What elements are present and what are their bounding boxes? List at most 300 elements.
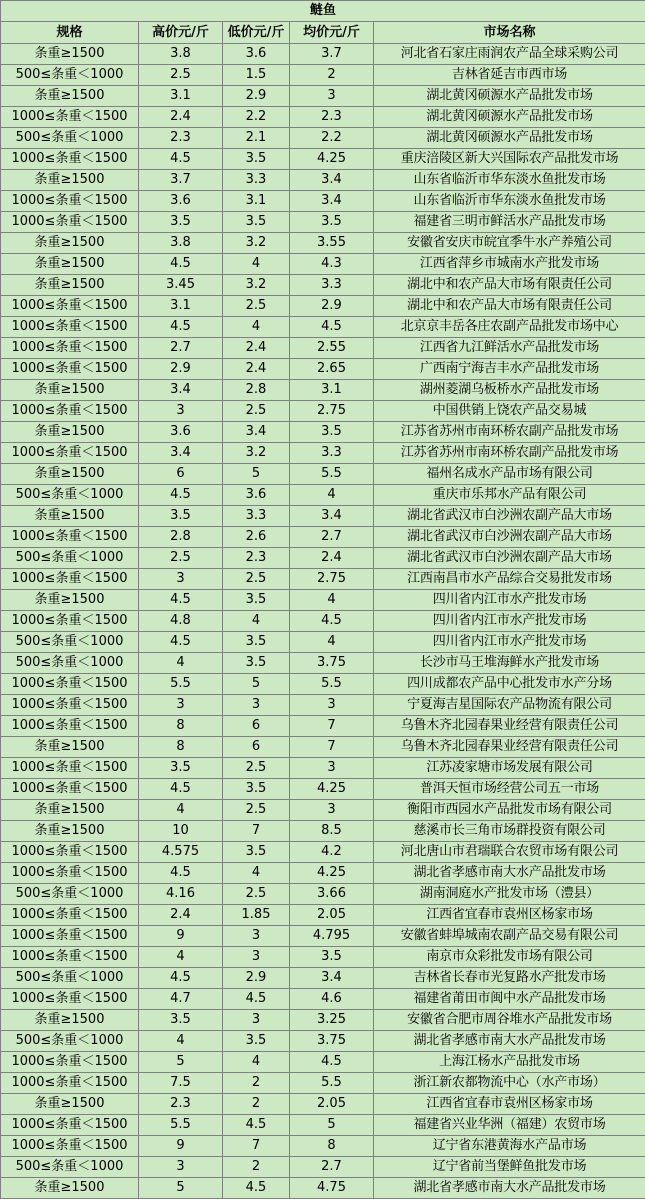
cell-avg-price: 3.4 (290, 968, 374, 989)
table-row (1, 233, 645, 254)
cell-high-price: 9 (139, 926, 223, 947)
cell-high-price: 2.4 (139, 107, 223, 128)
cell-high-price: 2.9 (139, 359, 223, 380)
cell-spec: 1000≤条重＜1500 (1, 1115, 139, 1136)
cell-market-name: 山东省临沂市华东淡水鱼批发市场 (374, 191, 645, 212)
table-row (1, 884, 645, 905)
cell-low-price: 6 (223, 737, 290, 758)
cell-high-price: 3.8 (139, 233, 223, 254)
cell-high-price: 4.5 (139, 485, 223, 506)
table-row (1, 170, 645, 191)
cell-low-price: 4.5 (223, 989, 290, 1010)
cell-market-name: 山东省临沂市华东淡水鱼批发市场 (374, 170, 645, 191)
cell-market-name: 浙江新农都物流中心（水产市场） (374, 1073, 645, 1094)
cell-avg-price: 3.75 (290, 1031, 374, 1052)
cell-avg-price: 8.5 (290, 821, 374, 842)
cell-low-price: 2.5 (223, 758, 290, 779)
cell-avg-price: 3.25 (290, 1010, 374, 1031)
cell-low-price: 2.5 (223, 884, 290, 905)
cell-high-price: 4.5 (139, 779, 223, 800)
cell-market-name: 湖北省孝感市南大水产品批发市场 (374, 863, 645, 884)
cell-avg-price: 4.3 (290, 254, 374, 275)
cell-avg-price: 3.75 (290, 653, 374, 674)
cell-spec: 1000≤条重＜1500 (1, 695, 139, 716)
cell-market-name: 福州名成水产品市场有限公司 (374, 464, 645, 485)
cell-avg-price: 4 (290, 632, 374, 653)
cell-low-price: 4 (223, 1052, 290, 1073)
cell-market-name: 河北唐山市君瑞联合农贸市场有限公司 (374, 842, 645, 863)
cell-market-name: 江苏省苏州市南环桥农副产品批发市场 (374, 422, 645, 443)
cell-avg-price: 3 (290, 800, 374, 821)
cell-low-price: 3.5 (223, 653, 290, 674)
cell-high-price: 7.5 (139, 1073, 223, 1094)
table-row (1, 128, 645, 149)
cell-high-price: 8 (139, 737, 223, 758)
cell-high-price: 5 (139, 1052, 223, 1073)
table-row (1, 506, 645, 527)
cell-market-name: 四川省内江市水产批发市场 (374, 590, 645, 611)
cell-spec: 1000≤条重＜1500 (1, 149, 139, 170)
table-row (1, 296, 645, 317)
table-row (1, 821, 645, 842)
cell-low-price: 2.4 (223, 338, 290, 359)
cell-avg-price: 2.7 (290, 527, 374, 548)
header-row (1, 22, 645, 44)
cell-market-name: 辽宁省前当堡鲜鱼批发市场 (374, 1157, 645, 1178)
cell-spec: 1000≤条重＜1500 (1, 926, 139, 947)
cell-high-price: 3 (139, 569, 223, 590)
cell-market-name: 广西南宁海吉丰水产品批发市场 (374, 359, 645, 380)
cell-avg-price: 3.4 (290, 506, 374, 527)
cell-market-name: 湖北省孝感市南大水产品批发市场 (374, 1031, 645, 1052)
cell-market-name: 湖北中和农产品大市场有限责任公司 (374, 275, 645, 296)
cell-high-price: 3.5 (139, 1010, 223, 1031)
cell-high-price: 9 (139, 1136, 223, 1157)
table-row (1, 191, 645, 212)
cell-high-price: 3.4 (139, 443, 223, 464)
cell-market-name: 乌鲁木齐北园春果业经营有限责任公司 (374, 737, 645, 758)
header-low-price: 低价元/斤 (223, 22, 290, 44)
cell-high-price: 4.5 (139, 968, 223, 989)
cell-avg-price: 4.6 (290, 989, 374, 1010)
cell-low-price: 2.9 (223, 86, 290, 107)
cell-high-price: 2.4 (139, 905, 223, 926)
cell-high-price: 4.5 (139, 632, 223, 653)
cell-high-price: 4.16 (139, 884, 223, 905)
cell-spec: 1000≤条重＜1500 (1, 317, 139, 338)
cell-spec: 1000≤条重＜1500 (1, 1073, 139, 1094)
cell-spec: 1000≤条重＜1500 (1, 443, 139, 464)
cell-market-name: 福建省兴业华洲（福建）农贸市场 (374, 1115, 645, 1136)
cell-low-price: 2.6 (223, 527, 290, 548)
cell-avg-price: 3 (290, 758, 374, 779)
cell-market-name: 安徽省合肥市周谷堆水产品批发市场 (374, 1010, 645, 1031)
cell-spec: 条重≥1500 (1, 800, 139, 821)
table-row (1, 275, 645, 296)
cell-high-price: 4.5 (139, 317, 223, 338)
cell-spec: 条重≥1500 (1, 422, 139, 443)
cell-market-name: 江苏凌家塘市场发展有限公司 (374, 758, 645, 779)
cell-market-name: 吉林省长春市光复路水产批发市场 (374, 968, 645, 989)
table-row (1, 380, 645, 401)
table-row (1, 443, 645, 464)
cell-avg-price: 3.7 (290, 44, 374, 65)
table-row (1, 338, 645, 359)
cell-avg-price: 4.25 (290, 779, 374, 800)
cell-avg-price: 2.9 (290, 296, 374, 317)
cell-market-name: 江苏省苏州市南环桥农副产品批发市场 (374, 443, 645, 464)
cell-avg-price: 4.5 (290, 611, 374, 632)
cell-spec: 1000≤条重＜1500 (1, 905, 139, 926)
cell-market-name: 重庆涪陵区新大兴国际农产品批发市场 (374, 149, 645, 170)
cell-low-price: 3.5 (223, 632, 290, 653)
cell-low-price: 2.4 (223, 359, 290, 380)
table-row (1, 842, 645, 863)
table-row (1, 86, 645, 107)
cell-high-price: 5.5 (139, 674, 223, 695)
cell-avg-price: 8 (290, 1136, 374, 1157)
table-row (1, 527, 645, 548)
cell-low-price: 2.9 (223, 968, 290, 989)
cell-spec: 1000≤条重＜1500 (1, 842, 139, 863)
cell-high-price: 2.5 (139, 65, 223, 86)
cell-market-name: 四川省内江市水产批发市场 (374, 611, 645, 632)
cell-low-price: 5 (223, 674, 290, 695)
cell-spec: 500≤条重＜1000 (1, 548, 139, 569)
table-row (1, 548, 645, 569)
table-row (1, 674, 645, 695)
cell-low-price: 3.5 (223, 842, 290, 863)
cell-high-price: 3.8 (139, 44, 223, 65)
cell-spec: 500≤条重＜1000 (1, 968, 139, 989)
cell-market-name: 长沙市马王堆海鲜水产批发市场 (374, 653, 645, 674)
table-row (1, 968, 645, 989)
table-row (1, 422, 645, 443)
table-row (1, 863, 645, 884)
cell-high-price: 4 (139, 1031, 223, 1052)
cell-market-name: 四川省内江市水产批发市场 (374, 632, 645, 653)
table-row (1, 758, 645, 779)
cell-low-price: 3 (223, 926, 290, 947)
cell-avg-price: 2.4 (290, 548, 374, 569)
table-row (1, 1178, 645, 1199)
cell-avg-price: 4.2 (290, 842, 374, 863)
table-row (1, 107, 645, 128)
cell-market-name: 中国供销上饶农产品交易城 (374, 401, 645, 422)
cell-high-price: 3.4 (139, 380, 223, 401)
table-row (1, 716, 645, 737)
cell-spec: 条重≥1500 (1, 86, 139, 107)
cell-spec: 条重≥1500 (1, 1178, 139, 1199)
cell-low-price: 3.1 (223, 191, 290, 212)
cell-spec: 条重≥1500 (1, 170, 139, 191)
cell-spec: 条重≥1500 (1, 506, 139, 527)
table-row (1, 926, 645, 947)
cell-low-price: 3.2 (223, 233, 290, 254)
cell-high-price: 3.5 (139, 758, 223, 779)
cell-avg-price: 3.66 (290, 884, 374, 905)
table-row (1, 1073, 645, 1094)
cell-high-price: 4.575 (139, 842, 223, 863)
cell-spec: 1000≤条重＜1500 (1, 611, 139, 632)
cell-low-price: 2.2 (223, 107, 290, 128)
cell-low-price: 2 (223, 1073, 290, 1094)
cell-avg-price: 3.3 (290, 443, 374, 464)
cell-high-price: 3.1 (139, 86, 223, 107)
cell-avg-price: 5.5 (290, 464, 374, 485)
cell-high-price: 3.7 (139, 170, 223, 191)
cell-avg-price: 3.4 (290, 191, 374, 212)
cell-spec: 1000≤条重＜1500 (1, 1136, 139, 1157)
cell-low-price: 3 (223, 695, 290, 716)
cell-market-name: 湖南洞庭水产批发市场（澧县） (374, 884, 645, 905)
cell-avg-price: 3.3 (290, 275, 374, 296)
cell-market-name: 南京市众彩批发市场有限公司 (374, 947, 645, 968)
cell-low-price: 2.5 (223, 401, 290, 422)
cell-avg-price: 2.55 (290, 338, 374, 359)
table-row (1, 779, 645, 800)
cell-market-name: 安徽省蚌埠城南农副产品交易有限公司 (374, 926, 645, 947)
cell-market-name: 湖北省武汉市白沙洲农副产品大市场 (374, 548, 645, 569)
cell-spec: 500≤条重＜1000 (1, 653, 139, 674)
cell-spec: 500≤条重＜1000 (1, 128, 139, 149)
cell-avg-price: 4.5 (290, 317, 374, 338)
cell-low-price: 3.6 (223, 485, 290, 506)
cell-high-price: 8 (139, 716, 223, 737)
cell-avg-price: 2.75 (290, 569, 374, 590)
cell-low-price: 3 (223, 947, 290, 968)
cell-spec: 条重≥1500 (1, 1094, 139, 1115)
cell-avg-price: 2.05 (290, 1094, 374, 1115)
cell-low-price: 4.5 (223, 1115, 290, 1136)
header-avg-price: 均价元/斤 (290, 22, 374, 44)
table-row (1, 905, 645, 926)
table-row (1, 695, 645, 716)
cell-high-price: 5.5 (139, 1115, 223, 1136)
cell-spec: 1000≤条重＜1500 (1, 191, 139, 212)
cell-low-price: 3.4 (223, 422, 290, 443)
table-row (1, 317, 645, 338)
cell-low-price: 6 (223, 716, 290, 737)
cell-low-price: 3.5 (223, 149, 290, 170)
table-row (1, 254, 645, 275)
cell-spec: 1000≤条重＜1500 (1, 863, 139, 884)
cell-avg-price: 2.2 (290, 128, 374, 149)
cell-low-price: 4.5 (223, 1178, 290, 1199)
cell-spec: 条重≥1500 (1, 464, 139, 485)
cell-avg-price: 4 (290, 485, 374, 506)
cell-market-name: 江西省宜春市袁州区杨家市场 (374, 905, 645, 926)
table-row (1, 989, 645, 1010)
cell-spec: 1000≤条重＜1500 (1, 674, 139, 695)
cell-avg-price: 2.75 (290, 401, 374, 422)
cell-market-name: 湖北中和农产品大市场有限责任公司 (374, 296, 645, 317)
cell-market-name: 湖北省孝感市南大水产品批发市场 (374, 1178, 645, 1199)
cell-spec: 条重≥1500 (1, 590, 139, 611)
cell-avg-price: 3.5 (290, 422, 374, 443)
cell-spec: 1000≤条重＜1500 (1, 527, 139, 548)
cell-high-price: 3.5 (139, 212, 223, 233)
cell-low-price: 1.5 (223, 65, 290, 86)
cell-market-name: 慈溪市长三角市场群投资有限公司 (374, 821, 645, 842)
cell-spec: 500≤条重＜1000 (1, 485, 139, 506)
cell-spec: 1000≤条重＜1500 (1, 359, 139, 380)
cell-avg-price: 3.4 (290, 170, 374, 191)
cell-avg-price: 4.25 (290, 863, 374, 884)
cell-low-price: 3.5 (223, 1031, 290, 1052)
cell-low-price: 3.6 (223, 44, 290, 65)
cell-market-name: 湖北省武汉市白沙洲农副产品大市场 (374, 527, 645, 548)
cell-spec: 条重≥1500 (1, 821, 139, 842)
cell-market-name: 江西省九江鲜活水产品批发市场 (374, 338, 645, 359)
cell-spec: 1000≤条重＜1500 (1, 212, 139, 233)
cell-low-price: 3.5 (223, 212, 290, 233)
table-row (1, 653, 645, 674)
cell-spec: 500≤条重＜1000 (1, 884, 139, 905)
cell-low-price: 3.5 (223, 779, 290, 800)
cell-spec: 1000≤条重＜1500 (1, 1052, 139, 1073)
cell-avg-price: 3.1 (290, 380, 374, 401)
cell-market-name: 福建省莆田市闽中水产品批发市场 (374, 989, 645, 1010)
cell-avg-price: 2.05 (290, 905, 374, 926)
header-spec: 规格 (1, 22, 139, 44)
table-row (1, 737, 645, 758)
table-row (1, 1157, 645, 1178)
cell-high-price: 3.6 (139, 191, 223, 212)
cell-market-name: 湖州菱湖乌板桥水产品批发市场 (374, 380, 645, 401)
cell-low-price: 3.2 (223, 275, 290, 296)
cell-avg-price: 4.25 (290, 149, 374, 170)
cell-avg-price: 4.795 (290, 926, 374, 947)
table-row (1, 590, 645, 611)
table-row (1, 1031, 645, 1052)
cell-market-name: 湖北黄冈硕源水产品批发市场 (374, 86, 645, 107)
cell-market-name: 江西南昌市水产品综合交易批发市场 (374, 569, 645, 590)
cell-high-price: 3.45 (139, 275, 223, 296)
cell-low-price: 4 (223, 863, 290, 884)
table-row (1, 485, 645, 506)
cell-high-price: 2.3 (139, 128, 223, 149)
cell-high-price: 10 (139, 821, 223, 842)
cell-low-price: 3.3 (223, 506, 290, 527)
cell-avg-price: 4 (290, 590, 374, 611)
title-row (1, 1, 645, 22)
cell-high-price: 2.7 (139, 338, 223, 359)
cell-high-price: 4.7 (139, 989, 223, 1010)
cell-market-name: 湖北省武汉市白沙洲农副产品大市场 (374, 506, 645, 527)
cell-avg-price: 3.5 (290, 212, 374, 233)
cell-high-price: 4 (139, 653, 223, 674)
table-row (1, 632, 645, 653)
cell-market-name: 福建省三明市鲜活水产品批发市场 (374, 212, 645, 233)
cell-high-price: 3 (139, 1157, 223, 1178)
cell-spec: 条重≥1500 (1, 1010, 139, 1031)
cell-market-name: 上海江杨水产品批发市场 (374, 1052, 645, 1073)
cell-low-price: 3.2 (223, 443, 290, 464)
table-row (1, 1094, 645, 1115)
cell-high-price: 3.6 (139, 422, 223, 443)
cell-spec: 1000≤条重＜1500 (1, 569, 139, 590)
cell-low-price: 2.5 (223, 296, 290, 317)
cell-high-price: 3 (139, 695, 223, 716)
table-row (1, 359, 645, 380)
cell-high-price: 4.5 (139, 149, 223, 170)
cell-high-price: 4 (139, 800, 223, 821)
cell-high-price: 4.8 (139, 611, 223, 632)
cell-high-price: 2.5 (139, 548, 223, 569)
cell-avg-price: 3.55 (290, 233, 374, 254)
cell-high-price: 4.5 (139, 590, 223, 611)
cell-low-price: 3.5 (223, 590, 290, 611)
header-high-price: 高价元/斤 (139, 22, 223, 44)
cell-avg-price: 4.75 (290, 1178, 374, 1199)
cell-market-name: 四川成都农产品中心批发市水产分场 (374, 674, 645, 695)
cell-low-price: 2.8 (223, 380, 290, 401)
table-row (1, 1010, 645, 1031)
cell-spec: 1000≤条重＜1500 (1, 107, 139, 128)
cell-low-price: 3.3 (223, 170, 290, 191)
table-row (1, 212, 645, 233)
table-row (1, 149, 645, 170)
table-row (1, 800, 645, 821)
cell-high-price: 6 (139, 464, 223, 485)
cell-market-name: 北京京丰岳各庄农副产品批发市场中心 (374, 317, 645, 338)
cell-low-price: 4 (223, 254, 290, 275)
cell-spec: 条重≥1500 (1, 737, 139, 758)
cell-high-price: 2.8 (139, 527, 223, 548)
cell-spec: 条重≥1500 (1, 275, 139, 296)
cell-low-price: 3 (223, 1010, 290, 1031)
table-row (1, 1136, 645, 1157)
cell-low-price: 2.5 (223, 800, 290, 821)
cell-low-price: 4 (223, 317, 290, 338)
cell-market-name: 湖北黄冈硕源水产品批发市场 (374, 107, 645, 128)
cell-low-price: 5 (223, 464, 290, 485)
cell-high-price: 3.1 (139, 296, 223, 317)
table-row (1, 65, 645, 86)
cell-avg-price: 3 (290, 86, 374, 107)
cell-low-price: 1.85 (223, 905, 290, 926)
cell-high-price: 4.5 (139, 863, 223, 884)
cell-spec: 1000≤条重＜1500 (1, 716, 139, 737)
table-body (1, 44, 645, 1199)
cell-avg-price: 7 (290, 716, 374, 737)
cell-avg-price: 2.65 (290, 359, 374, 380)
cell-spec: 条重≥1500 (1, 233, 139, 254)
cell-spec: 500≤条重＜1000 (1, 632, 139, 653)
cell-avg-price: 5.5 (290, 1073, 374, 1094)
cell-avg-price: 5 (290, 1115, 374, 1136)
cell-avg-price: 3.5 (290, 947, 374, 968)
table-row (1, 1115, 645, 1136)
cell-market-name: 河北省石家庄雨润农产品全球采购公司 (374, 44, 645, 65)
table-row (1, 1052, 645, 1073)
cell-market-name: 普洱天恒市场经营公司五一市场 (374, 779, 645, 800)
cell-market-name: 辽宁省东港黄海水产品市场 (374, 1136, 645, 1157)
cell-market-name: 乌鲁木齐北园春果业经营有限责任公司 (374, 716, 645, 737)
cell-market-name: 衡阳市西园水产品批发市场有限公司 (374, 800, 645, 821)
cell-avg-price: 7 (290, 737, 374, 758)
cell-avg-price: 4.5 (290, 1052, 374, 1073)
table-row (1, 401, 645, 422)
table-title: 鲢鱼 (1, 1, 645, 22)
cell-avg-price: 2.7 (290, 1157, 374, 1178)
cell-high-price: 4 (139, 947, 223, 968)
cell-low-price: 7 (223, 1136, 290, 1157)
cell-low-price: 4 (223, 611, 290, 632)
cell-spec: 条重≥1500 (1, 380, 139, 401)
cell-market-name: 吉林省延吉市西市场 (374, 65, 645, 86)
